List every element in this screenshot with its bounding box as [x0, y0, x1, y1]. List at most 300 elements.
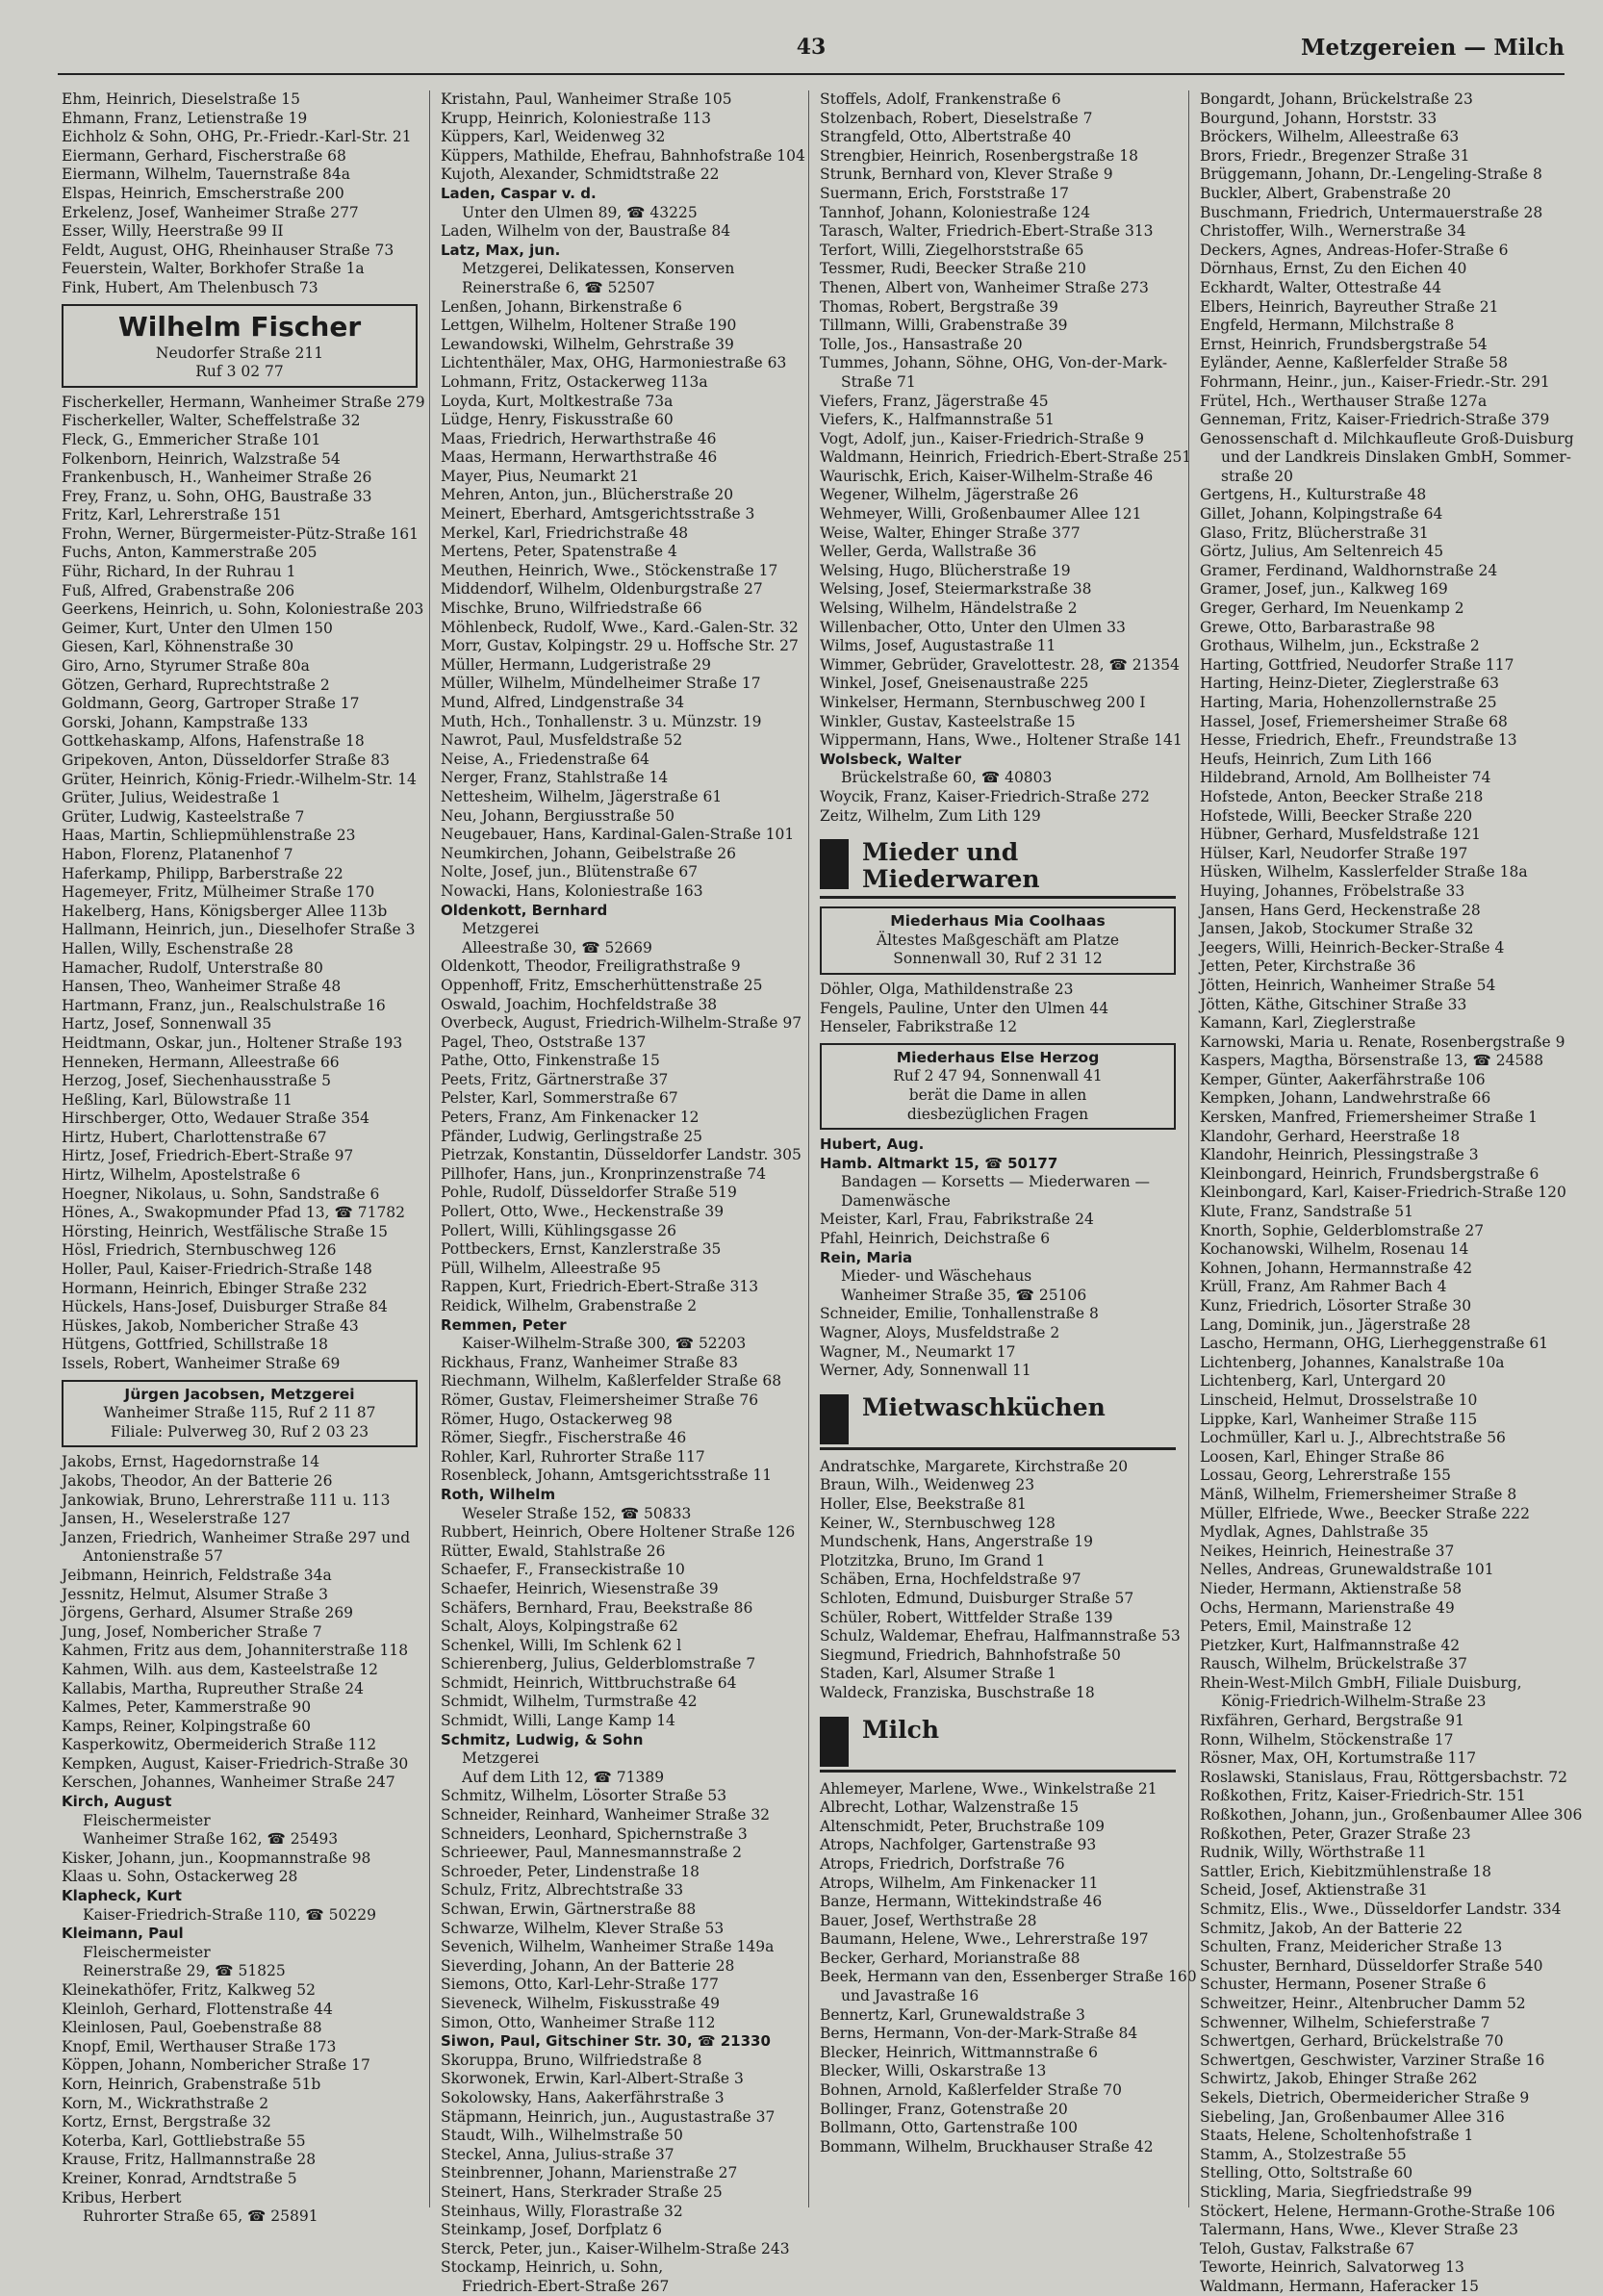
- listing-entry: Waldmann, Hermann, Haferacker 15: [1200, 2277, 1479, 2295]
- listing-entry: Jeegers, Willi, Heinrich-Becker-Straße 4: [1200, 938, 1505, 957]
- listing-entry: Becker, Gerhard, Morianstraße 88: [820, 1949, 1081, 1967]
- listing-entry: Linscheid, Helmut, Drosselstraße 10: [1200, 1390, 1478, 1409]
- listing-continuation: Bandagen — Korsetts — Miederwaren —: [841, 1173, 1151, 1191]
- listing-entry: Köppen, Johann, Nombericher Straße 17: [62, 2056, 370, 2075]
- advertisement-title: Wilhelm Fischer: [117, 310, 362, 343]
- listing-entry: Eichholz & Sohn, OHG, Pr.-Friedr.-Karl-Str. 21: [62, 128, 412, 146]
- listing-entry: Pottbeckers, Ernst, Kanzlerstraße 35: [441, 1240, 722, 1259]
- listing-entry: Baumann, Helene, Wwe., Lehrerstraße 197: [820, 1930, 1149, 1949]
- listing-entry: Ehmann, Franz, Letienstraße 19: [62, 109, 308, 127]
- listing-entry: Jetten, Peter, Kirchstraße 36: [1200, 957, 1416, 976]
- listing-entry: Winkelser, Hermann, Sternbuschweg 200 I: [820, 694, 1146, 711]
- listing-continuation: Kaiser-Wilhelm-Straße 300, ☎ 52203: [462, 1335, 747, 1353]
- listing-entry: Schulten, Franz, Meidericher Straße 13: [1200, 1938, 1503, 1956]
- listing-name-bold: Latz, Max, jun.: [441, 241, 561, 259]
- listing-entry: Schuster, Bernhard, Düsseldorfer Straße 540: [1200, 1956, 1543, 1975]
- listing-continuation: Antonienstraße 57: [83, 1547, 223, 1566]
- listing-entry: Beek, Hermann van den, Essenberger Straße 160: [820, 1968, 1197, 1986]
- listing-continuation: Wanheimer Straße 35, ☎ 25106: [841, 1286, 1087, 1304]
- listing-entry: Teloh, Gustav, Falkstraße 67: [1200, 2239, 1415, 2258]
- listing-entry: Roßkothen, Johann, jun., Großenbaumer Allee 306: [1200, 1806, 1583, 1824]
- listing-entry: Kunz, Friedrich, Lösorter Straße 30: [1200, 1297, 1472, 1314]
- listing-entry: Wippermann, Hans, Wwe., Holtener Straße 141: [820, 731, 1183, 750]
- listing-continuation: Weseler Straße 152, ☎ 50833: [462, 1504, 692, 1522]
- listing-entry: Fischerkeller, Walter, Scheffelstraße 32: [62, 412, 361, 430]
- listing-entry: Eiermann, Gerhard, Fischerstraße 68: [62, 146, 346, 165]
- listing-entry: Dörnhaus, Ernst, Zu den Eichen 40: [1200, 260, 1467, 278]
- listing-entry: Schmitz, Jakob, An der Batterie 22: [1200, 1919, 1463, 1937]
- listing-entry: Braun, Wilh., Weidenweg 23: [820, 1476, 1035, 1494]
- listing-entry: Wagner, M., Neumarkt 17: [820, 1342, 1016, 1361]
- listing-entry: Jötten, Heinrich, Wanheimer Straße 54: [1200, 976, 1496, 994]
- listing-entry: Grewe, Otto, Barbarastraße 98: [1200, 618, 1436, 636]
- listing-entry: Lossau, Georg, Lehrerstraße 155: [1200, 1467, 1451, 1485]
- listing-name-bold: Klapheck, Kurt: [62, 1887, 182, 1905]
- listing-continuation: Alleestraße 30, ☎ 52669: [462, 938, 652, 957]
- listing-entry: Schmitz, Wilhelm, Lösorter Straße 53: [441, 1787, 727, 1805]
- listing-entry: Schwertgen, Gerhard, Brückelstraße 70: [1200, 2032, 1504, 2051]
- listing-entry: Lenßen, Johann, Birkenstraße 6: [441, 297, 682, 316]
- listing-entry: Welsing, Josef, Steiermarkstraße 38: [820, 580, 1092, 599]
- listing-entry: Buckler, Albert, Grabenstraße 20: [1200, 184, 1451, 202]
- listing-entry: Scheid, Josef, Aktienstraße 31: [1200, 1881, 1428, 1900]
- listing-entry: Blecker, Heinrich, Wittmannstraße 6: [820, 2043, 1098, 2061]
- listing-entry: Bauer, Josef, Werthstraße 28: [820, 1911, 1037, 1929]
- listing-entry: Gillet, Johann, Kolpingstraße 64: [1200, 505, 1443, 523]
- listing-entry: Lettgen, Wilhelm, Holtener Straße 190: [441, 317, 737, 335]
- listing-entry: Mayer, Pius, Neumarkt 21: [441, 467, 640, 485]
- listing-entry: Schroeder, Peter, Lindenstraße 18: [441, 1862, 700, 1880]
- listing-entry: Kemper, Günter, Aakerfährstraße 106: [1200, 1070, 1486, 1088]
- page-title: Metzgereien — Milch: [1300, 35, 1565, 61]
- listing-entry: Hütgens, Gottfried, Schillstraße 18: [62, 1336, 329, 1354]
- listing-entry: Küppers, Karl, Weidenweg 32: [441, 128, 666, 146]
- listing-entry: Kohnen, Johann, Hermannstraße 42: [1200, 1259, 1473, 1277]
- listing-name-bold: Hamb. Altmarkt 15, ☎ 50177: [820, 1154, 1058, 1172]
- advertisement-line: Ruf 2 47 94, Sonnenwall 41: [893, 1067, 1103, 1085]
- listing-entry: Hakelberg, Hans, Königsberger Allee 113b: [62, 902, 388, 920]
- listing-entry: Rudnik, Willy, Wörthstraße 11: [1200, 1844, 1427, 1862]
- listing-entry: Klandohr, Heinrich, Plessingstraße 3: [1200, 1146, 1479, 1164]
- listing-entry: Hesse, Friedrich, Ehefr., Freundstraße 13: [1200, 731, 1517, 750]
- listing-entry: Hartz, Josef, Sonnenwall 35: [62, 1015, 272, 1033]
- listing-name-bold: Kirch, August: [62, 1793, 172, 1811]
- advertisement-title: Miederhaus Mia Coolhaas: [890, 912, 1106, 931]
- listing-entry: Steinkamp, Josef, Dorfplatz 6: [441, 2221, 662, 2239]
- listing-entry: Oswald, Joachim, Hochfeldstraße 38: [441, 995, 718, 1013]
- advertisement-box: [820, 1043, 1176, 1130]
- listing-entry: Winkler, Gustav, Kasteelstraße 15: [820, 712, 1076, 730]
- listing-entry: Pietrzak, Konstantin, Düsseldorfer Landstr. 305: [441, 1146, 802, 1164]
- listing-entry: Fengels, Pauline, Unter den Ulmen 44: [820, 999, 1109, 1017]
- listing-entry: Terfort, Willi, Ziegelhorststraße 65: [820, 241, 1084, 259]
- listing-entry: Fuchs, Anton, Kammerstraße 205: [62, 544, 318, 562]
- listing-entry: Muth, Hch., Tonhallenstr. 3 u. Münzstr. 19: [441, 712, 762, 730]
- listing-entry: Skorwonek, Erwin, Karl-Albert-Straße 3: [441, 2070, 744, 2088]
- listing-entry: Thenen, Albert von, Wanheimer Straße 273: [820, 278, 1149, 296]
- listing-entry: Schulz, Waldemar, Ehefrau, Halfmannstraße 53: [820, 1627, 1181, 1645]
- listing-entry: Steinhaus, Willy, Florastraße 32: [441, 2202, 683, 2220]
- listing-continuation: Wanheimer Straße 162, ☎ 25493: [83, 1830, 339, 1849]
- listing-entry: Rappen, Kurt, Friedrich-Ebert-Straße 313: [441, 1278, 759, 1296]
- listing-entry: Zeitz, Wilhelm, Zum Lith 129: [820, 806, 1041, 825]
- listing-entry: Nowacki, Hans, Koloniestraße 163: [441, 881, 703, 900]
- listing-entry: Gottkehaskamp, Alfons, Hafenstraße 18: [62, 732, 365, 751]
- column-2: [441, 90, 805, 2295]
- listing-name-bold: Wolsbeck, Walter: [820, 750, 962, 768]
- listing-entry: Pietzker, Kurt, Halfmannstraße 42: [1200, 1636, 1461, 1654]
- listing-continuation: Brückelstraße 60, ☎ 40803: [841, 769, 1053, 787]
- listing-entry: Pillhofer, Hans, jun., Kronprinzenstraße 74: [441, 1164, 767, 1183]
- listing-entry: Maas, Hermann, Herwarthstraße 46: [441, 448, 718, 467]
- listing-entry: Korn, M., Wickrathstraße 2: [62, 2094, 269, 2112]
- listing-entry: Frütel, Hch., Werthauser Straße 127a: [1200, 392, 1488, 410]
- listing-entry: Schneider, Reinhard, Wanheimer Straße 32: [441, 1806, 771, 1824]
- listing-entry: Atrops, Nachfolger, Gartenstraße 93: [820, 1836, 1097, 1854]
- listing-entry: Waldeck, Franziska, Buschstraße 18: [820, 1683, 1095, 1701]
- listing-entry: Pagel, Theo, Oststraße 137: [441, 1033, 647, 1051]
- column-divider: [1188, 90, 1189, 2207]
- listing-entry: Meuthen, Heinrich, Wwe., Stöckenstraße 17: [441, 561, 778, 579]
- listing-entry: Heidtmann, Oskar, jun., Holtener Straße 193: [62, 1033, 403, 1052]
- listing-entry: Jörgens, Gerhard, Alsumer Straße 269: [62, 1604, 354, 1622]
- listing-name-bold: Oldenkott, Bernhard: [441, 901, 608, 919]
- listing-entry: Jung, Josef, Nombericher Straße 7: [62, 1622, 322, 1641]
- listing-entry: Görtz, Julius, Am Seltenreich 45: [1200, 543, 1444, 561]
- listing-entry: Sieverding, Johann, An der Batterie 28: [441, 1956, 735, 1975]
- listing-entry: Schaefer, Heinrich, Wiesenstraße 39: [441, 1579, 719, 1597]
- listing-entry: Kasperkowitz, Obermeiderich Straße 112: [62, 1736, 377, 1754]
- listing-entry: Lippke, Karl, Wanheimer Straße 115: [1200, 1410, 1478, 1428]
- listing-entry: Erkelenz, Josef, Wanheimer Straße 277: [62, 203, 359, 221]
- listing-entry: Kaspers, Magtha, Börsenstraße 13, ☎ 24588: [1200, 1052, 1544, 1070]
- listing-entry: Weise, Walter, Ehinger Straße 377: [820, 523, 1081, 542]
- listing-entry: Bennertz, Karl, Grunewaldstraße 3: [820, 2005, 1085, 2024]
- listing-entry: Schaefer, F., Franseckistraße 10: [441, 1561, 685, 1579]
- listing-entry: Buschmann, Friedrich, Untermauerstraße 28: [1200, 203, 1543, 221]
- listing-entry: Sterck, Peter, jun., Kaiser-Wilhelm-Straße 243: [441, 2239, 790, 2258]
- listing-entry: Römer, Hugo, Ostackerweg 98: [441, 1410, 673, 1428]
- listing-entry: Jansen, Hans Gerd, Heckenstraße 28: [1200, 901, 1481, 919]
- listing-entry: Jakobs, Theodor, An der Batterie 26: [62, 1471, 333, 1490]
- listing-entry: Engfeld, Hermann, Milchstraße 8: [1200, 317, 1455, 335]
- listing-entry: Wehmeyer, Willi, Großenbaumer Allee 121: [820, 505, 1142, 523]
- advertisement-line: Neudorfer Straße 211: [155, 344, 324, 362]
- listing-entry: Sattler, Erich, Kiebitzmühlenstraße 18: [1200, 1862, 1491, 1880]
- listing-entry: Hübner, Gerhard, Musfeldstraße 121: [1200, 826, 1481, 844]
- listing-entry: Hüsken, Wilhelm, Kasslerfelder Straße 18a: [1200, 863, 1528, 881]
- page-number: 43: [796, 35, 827, 60]
- listing-entry: Banze, Hermann, Wittekindstraße 46: [820, 1893, 1103, 1911]
- listing-entry: Hösl, Friedrich, Sternbuschweg 126: [62, 1241, 337, 1260]
- listing-entry: Siebeling, Jan, Großenbaumer Allee 316: [1200, 2107, 1505, 2126]
- listing-entry: Plotzitzka, Bruno, Im Grand 1: [820, 1551, 1046, 1569]
- listing-entry: Rickhaus, Franz, Wanheimer Straße 83: [441, 1353, 738, 1371]
- listing-entry: Kerschen, Johannes, Wanheimer Straße 247: [62, 1773, 395, 1792]
- listing-entry: Kribus, Herbert: [62, 2188, 182, 2207]
- listing-entry: Tolle, Jos., Hansastraße 20: [820, 335, 1023, 353]
- listing-continuation: Mieder- und Wäschehaus: [841, 1267, 1032, 1286]
- listing-entry: Kalmes, Peter, Kammerstraße 90: [62, 1698, 312, 1717]
- listing-entry: Meinert, Eberhard, Amtsgerichtsstraße 3: [441, 505, 755, 523]
- listing-entry: Steinbrenner, Johann, Marienstraße 27: [441, 2164, 738, 2182]
- listing-continuation: straße 20: [1221, 467, 1294, 485]
- column-4: [1200, 90, 1583, 2295]
- listing-entry: Geerkens, Heinrich, u. Sohn, Koloniestraße 203: [62, 600, 424, 619]
- listing-entry: Neumkirchen, Johann, Geibelstraße 26: [441, 844, 737, 862]
- listing-entry: Neikes, Heinrich, Heinestraße 37: [1200, 1542, 1455, 1560]
- listing-entry: Mänß, Wilhelm, Friemersheimer Straße 8: [1200, 1485, 1517, 1503]
- listing-entry: Pfahl, Heinrich, Deichstraße 6: [820, 1230, 1051, 1248]
- advertisement-box: [820, 906, 1176, 975]
- listing-entry: Stockamp, Heinrich, u. Sohn,: [441, 2258, 664, 2277]
- listing-entry: Goldmann, Georg, Gartroper Straße 17: [62, 695, 360, 713]
- listing-entry: Oppenhoff, Fritz, Emscherhüttenstraße 25: [441, 976, 763, 994]
- listing-entry: Wagner, Aloys, Musfeldstraße 2: [820, 1324, 1060, 1342]
- listing-entry: Kersken, Manfred, Friemersheimer Straße 1: [1200, 1109, 1538, 1127]
- listing-entry: Ochs, Hermann, Marienstraße 49: [1200, 1598, 1455, 1617]
- listing-entry: Gripekoven, Anton, Düsseldorfer Straße 83: [62, 752, 390, 769]
- listing-entry: Kisker, Johann, jun., Koopmannstraße 98: [62, 1849, 371, 1867]
- column-divider: [429, 90, 430, 2207]
- listing-entry: Loyda, Kurt, Moltkestraße 73a: [441, 392, 674, 410]
- listing-continuation: Auf dem Lith 12, ☎ 71389: [462, 1768, 665, 1786]
- advertisement-box: [62, 1380, 418, 1448]
- listing-entry: Schulz, Fritz, Albrechtstraße 33: [441, 1881, 684, 1900]
- listing-continuation: Reinerstraße 29, ☎ 51825: [83, 1962, 286, 1980]
- listing-entry: Oldenkott, Theodor, Freiligrathstraße 9: [441, 957, 741, 976]
- listing-entry: Kleinlosen, Paul, Goebenstraße 88: [62, 2019, 322, 2037]
- listing-entry: Schäfers, Bernhard, Frau, Beekstraße 86: [441, 1598, 753, 1617]
- listing-entry: Esser, Willy, Heerstraße 99 II: [62, 222, 284, 241]
- listing-entry: Knorth, Sophie, Gelderblomstraße 27: [1200, 1221, 1485, 1239]
- listing-entry: Tessmer, Rudi, Beecker Straße 210: [820, 260, 1086, 278]
- listing-entry: Korn, Heinrich, Grabenstraße 51b: [62, 2075, 321, 2093]
- listing-entry: Klaas u. Sohn, Ostackerweg 28: [62, 1868, 298, 1886]
- listing-entry: Mundschenk, Hans, Angerstraße 19: [820, 1533, 1094, 1551]
- listing-entry: Peets, Fritz, Gärtnerstraße 37: [441, 1070, 669, 1088]
- listing-entry: Schrieewer, Paul, Mannesmannstraße 2: [441, 1844, 743, 1862]
- listing-entry: Grothaus, Wilhelm, jun., Eckstraße 2: [1200, 637, 1480, 655]
- advertisement-line: berät die Dame in allen: [908, 1085, 1087, 1104]
- listing-entry: Nawrot, Paul, Musfeldstraße 52: [441, 731, 683, 750]
- listing-entry: Hallmann, Heinrich, jun., Dieselhofer Straße 3: [62, 921, 416, 939]
- listing-entry: Winkel, Josef, Gneisenaustraße 225: [820, 675, 1089, 693]
- listing-entry: Fuß, Alfred, Grabenstraße 206: [62, 581, 295, 600]
- listing-entry: Vogt, Adolf, jun., Kaiser-Friedrich-Straße 9: [820, 429, 1144, 447]
- listing-entry: Siemons, Otto, Karl-Lehr-Straße 177: [441, 1976, 719, 1994]
- listing-entry: Weller, Gerda, Wallstraße 36: [820, 543, 1037, 561]
- listing-entry: Püll, Wilhelm, Alleestraße 95: [441, 1259, 661, 1277]
- listing-entry: Ernst, Heinrich, Frundsbergstraße 54: [1200, 335, 1488, 353]
- listing-entry: Tarasch, Walter, Friedrich-Ebert-Straße 313: [820, 222, 1154, 241]
- listing-entry: Viefers, K., Halfmannstraße 51: [820, 411, 1055, 429]
- listing-entry: Gramer, Ferdinand, Waldhornstraße 24: [1200, 561, 1498, 579]
- listing-entry: Führ, Richard, In der Ruhrau 1: [62, 563, 296, 581]
- listing-entry: Schüler, Robert, Wittfelder Straße 139: [820, 1608, 1113, 1626]
- listing-entry: Schwertgen, Geschwister, Varziner Straße 16: [1200, 2051, 1545, 2069]
- listing-entry: Hartmann, Franz, jun., Realschulstraße 16: [62, 996, 386, 1014]
- listing-entry: Kleinekathöfer, Fritz, Kalkweg 52: [62, 1981, 317, 1999]
- listing-entry: Stoffels, Adolf, Frankenstraße 6: [820, 90, 1061, 108]
- listing-entry: Riechmann, Wilhelm, Kaßlerfelder Straße 68: [441, 1372, 782, 1390]
- section-heading: [820, 1717, 1176, 1773]
- listing-entry: Sieveneck, Wilhelm, Fiskusstraße 49: [441, 1994, 721, 2012]
- listing-entry: Harting, Gottfried, Neudorfer Straße 117: [1200, 655, 1514, 674]
- listing-entry: Lichtenthäler, Max, OHG, Harmoniestraße 63: [441, 354, 787, 372]
- listing-entry: Rütter, Ewald, Stahlstraße 26: [441, 1542, 666, 1560]
- listing-entry: Schäben, Erna, Hochfeldstraße 97: [820, 1570, 1081, 1589]
- listing-entry: Bröckers, Wilhelm, Alleestraße 63: [1200, 128, 1460, 146]
- listing-entry: Feldt, August, OHG, Rheinhauser Straße 73: [62, 241, 394, 259]
- listing-entry: Loosen, Karl, Ehinger Straße 86: [1200, 1447, 1445, 1466]
- listing-entry: Geimer, Kurt, Unter den Ulmen 150: [62, 619, 333, 637]
- listing-entry: Tummes, Johann, Söhne, OHG, Von-der-Mark-: [820, 354, 1168, 372]
- listing-entry: Möhlenbeck, Rudolf, Wwe., Kard.-Galen-Str. 32: [441, 618, 799, 636]
- listing-entry: Mischke, Bruno, Wilfriedstraße 66: [441, 600, 702, 618]
- listing-entry: Elspas, Heinrich, Emscherstraße 200: [62, 184, 344, 202]
- listing-entry: Hülser, Karl, Neudorfer Straße 197: [1200, 844, 1468, 862]
- advertisement-line: Ruf 3 02 77: [195, 363, 284, 381]
- listing-entry: Müller, Wilhelm, Mündelheimer Straße 17: [441, 675, 761, 693]
- listing-entry: Jansen, Jakob, Stockumer Straße 32: [1200, 920, 1474, 938]
- listing-entry: Krupp, Heinrich, Koloniestraße 113: [441, 109, 711, 127]
- section-title-line: Mietwaschküchen: [862, 1392, 1106, 1421]
- listing-entry: Ehm, Heinrich, Dieselstraße 15: [62, 90, 301, 108]
- listing-entry: Schmidt, Willi, Lange Kamp 14: [441, 1712, 675, 1730]
- listing-entry: Hönes, A., Swakopmunder Pfad 13, ☎ 71782: [62, 1204, 406, 1222]
- listing-entry: Bohnen, Arnold, Kaßlerfelder Straße 70: [820, 2081, 1123, 2100]
- listing-entry: Neugebauer, Hans, Kardinal-Galen-Straße 101: [441, 826, 795, 844]
- listing-entry: Schalt, Aloys, Kolpingstraße 62: [441, 1618, 678, 1636]
- listing-entry: Peters, Emil, Mainstraße 12: [1200, 1618, 1412, 1636]
- listing-entry: Stelling, Otto, Soltstraße 60: [1200, 2164, 1413, 2182]
- listing-entry: Pathe, Otto, Finkenstraße 15: [441, 1052, 660, 1070]
- listing-entry: Werner, Ady, Sonnenwall 11: [820, 1362, 1031, 1380]
- listing-entry: Kleinbongard, Heinrich, Frundsbergstraße 6: [1200, 1164, 1539, 1183]
- listing-entry: Hansen, Theo, Wanheimer Straße 48: [62, 978, 342, 996]
- listing-continuation: Reinerstraße 6, ☎ 52507: [462, 278, 655, 296]
- listing-name-bold: Remmen, Peter: [441, 1315, 567, 1334]
- listing-entry: Glaso, Fritz, Blücherstraße 31: [1200, 523, 1429, 542]
- listing-entry: Lewandowski, Wilhelm, Gehrstraße 39: [441, 335, 734, 353]
- listing-entry: Laden, Wilhelm von der, Baustraße 84: [441, 222, 731, 241]
- listing-entry: Steinert, Hans, Sterkrader Straße 25: [441, 2182, 723, 2201]
- listing-entry: Bollmann, Otto, Gartenstraße 100: [820, 2119, 1079, 2137]
- listing-entry: Huying, Johannes, Fröbelstraße 33: [1200, 881, 1465, 900]
- listing-name-bold: Roth, Wilhelm: [441, 1485, 556, 1503]
- listing-entry: Hirtz, Wilhelm, Apostelstraße 6: [62, 1166, 301, 1185]
- listing-entry: Römer, Gustav, Fleimersheimer Straße 76: [441, 1390, 759, 1409]
- listing-entry: Genneman, Fritz, Kaiser-Friedrich-Straße 379: [1200, 411, 1550, 429]
- listing-entry: Lichtenberg, Johannes, Kanalstraße 10a: [1200, 1353, 1505, 1371]
- listing-entry: Brüggemann, Johann, Dr.-Lengeling-Straße 8: [1200, 166, 1542, 184]
- listing-entry: Hirtz, Josef, Friedrich-Ebert-Straße 97: [62, 1147, 354, 1165]
- listing-entry: Hormann, Heinrich, Ebinger Straße 232: [62, 1279, 368, 1297]
- listing-continuation: und Javastraße 16: [841, 1987, 980, 2005]
- listing-entry: Bommann, Wilhelm, Bruckhauser Straße 42: [820, 2137, 1154, 2156]
- section-title: [862, 1394, 1106, 1421]
- listing-entry: Feuerstein, Walter, Borkhofer Straße 1a: [62, 260, 365, 278]
- listing-entry: Frohn, Werner, Bürgermeister-Pütz-Straße 161: [62, 524, 419, 543]
- listing-entry: Altenschmidt, Peter, Bruchstraße 109: [820, 1817, 1105, 1835]
- listing-entry: Morr, Gustav, Kolpingstr. 29 u. Hoffsche Str. 27: [441, 637, 799, 655]
- listing-entry: Kleinbongard, Karl, Kaiser-Friedrich-Straße 120: [1200, 1184, 1566, 1202]
- listing-entry: Fischerkeller, Hermann, Wanheimer Straße 279: [62, 393, 425, 411]
- listing-continuation: Kaiser-Friedrich-Straße 110, ☎ 50229: [83, 1905, 376, 1924]
- advertisement-line: Filiale: Pulverweg 30, Ruf 2 03 23: [110, 1422, 369, 1441]
- listing-entry: Schuster, Hermann, Posener Straße 6: [1200, 1976, 1487, 1994]
- listing-entry: Kempken, August, Kaiser-Friedrich-Straße 30: [62, 1754, 409, 1773]
- listing-entry: Hüskes, Jakob, Nombericher Straße 43: [62, 1316, 359, 1335]
- listing-entry: Schmidt, Wilhelm, Turmstraße 42: [441, 1693, 698, 1711]
- listing-continuation: Straße 71: [841, 372, 916, 391]
- listing-entry: Deckers, Agnes, Andreas-Hofer-Straße 6: [1200, 241, 1509, 259]
- listing-entry: Jötten, Käthe, Gitschiner Straße 33: [1200, 995, 1467, 1013]
- listing-continuation: Ruhrorter Straße 65, ☎ 25891: [83, 2207, 318, 2226]
- listing-entry: Sokolowsky, Hans, Aakerfährstraße 3: [441, 2088, 725, 2106]
- listing-entry: Frankenbusch, H., Wanheimer Straße 26: [62, 469, 372, 487]
- listing-entry: Herzog, Josef, Siechenhausstraße 5: [62, 1072, 331, 1090]
- listing-entry: Hirschberger, Otto, Wedauer Straße 354: [62, 1110, 370, 1128]
- listing-name-bold: Siwon, Paul, Gitschiner Str. 30, ☎ 21330: [441, 2032, 771, 2051]
- listing-entry: Willenbacher, Otto, Unter den Ulmen 33: [820, 618, 1126, 636]
- listing-entry: Schwan, Erwin, Gärtnerstraße 88: [441, 1901, 697, 1918]
- listing-entry: Schloten, Edmund, Duisburger Straße 57: [820, 1589, 1134, 1607]
- listing-entry: Fritz, Karl, Lehrerstraße 151: [62, 506, 282, 524]
- listing-entry: Thomas, Robert, Bergstraße 39: [820, 297, 1058, 316]
- listing-entry: Atrops, Friedrich, Dorfstraße 76: [820, 1854, 1065, 1873]
- advertisement-line: diesbezüglichen Fragen: [906, 1105, 1089, 1123]
- listing-entry: Ahlemeyer, Marlene, Wwe., Winkelstraße 21: [820, 1779, 1158, 1798]
- listing-entry: Issels, Robert, Wanheimer Straße 69: [62, 1355, 341, 1372]
- listing-entry: Lang, Dominik, jun., Jägerstraße 28: [1200, 1315, 1471, 1334]
- section-heading: [820, 839, 1176, 899]
- listing-entry: Pfänder, Ludwig, Gerlingstraße 25: [441, 1127, 703, 1145]
- listing-entry: Wilms, Josef, Augustastraße 11: [820, 637, 1056, 655]
- listing-entry: Grüter, Ludwig, Kasteelstraße 7: [62, 807, 305, 826]
- listing-entry: Mydlak, Agnes, Dahlstraße 35: [1200, 1523, 1429, 1542]
- section-marker: [820, 1394, 849, 1444]
- listing-entry: Jessnitz, Helmut, Alsumer Straße 3: [62, 1585, 329, 1603]
- listing-entry: Knopf, Emil, Werthauser Straße 173: [62, 2037, 337, 2055]
- listing-entry: Nerger, Franz, Stahlstraße 14: [441, 769, 669, 787]
- listing-entry: Schenkel, Willi, Im Schlenk 62 l: [441, 1636, 682, 1654]
- listing-entry: Haas, Martin, Schliepmühlenstraße 23: [62, 827, 356, 845]
- listing-entry: Lochmüller, Karl u. J., Albrechtstraße 56: [1200, 1429, 1506, 1447]
- advertisement-line: Sonnenwall 30, Ruf 2 31 12: [893, 950, 1103, 968]
- listing-entry: Müller, Hermann, Ludgeristraße 29: [441, 655, 712, 674]
- listing-entry: Pohle, Rudolf, Düsseldorfer Straße 519: [441, 1184, 737, 1202]
- listing-entry: Lüdge, Henry, Fiskusstraße 60: [441, 411, 674, 429]
- listing-entry: Schneider, Emilie, Tonhallenstraße 8: [820, 1305, 1099, 1323]
- listing-continuation: Unter den Ulmen 89, ☎ 43225: [462, 203, 698, 221]
- listing-entry: Hassel, Josef, Friemersheimer Straße 68: [1200, 712, 1508, 730]
- listing-entry: Maas, Friedrich, Herwarthstraße 46: [441, 429, 717, 447]
- listing-entry: Gorski, Johann, Kampstraße 133: [62, 713, 309, 731]
- listing-entry: Berns, Hermann, Von-der-Mark-Straße 84: [820, 2025, 1138, 2043]
- listing-entry: Jansen, H., Weselerstraße 127: [62, 1510, 292, 1528]
- listing-entry: Bollinger, Franz, Gotenstraße 20: [820, 2100, 1068, 2118]
- listing-entry: Atrops, Wilhelm, Am Finkenacker 11: [820, 1874, 1099, 1892]
- listing-entry: Kortz, Ernst, Bergstraße 32: [62, 2113, 271, 2131]
- listing-entry: Siegmund, Friedrich, Bahnhofstraße 50: [820, 1645, 1121, 1664]
- listing-entry: Stöckert, Helene, Hermann-Grothe-Straße 106: [1200, 2202, 1556, 2220]
- listing-entry: Bongardt, Johann, Brückelstraße 23: [1200, 90, 1473, 108]
- listing-entry: Hückels, Hans-Josef, Duisburger Straße 84: [62, 1298, 388, 1316]
- section-title-line: Milch: [862, 1715, 940, 1744]
- listing-entry: Schneiders, Leonhard, Spichernstraße 3: [441, 1824, 748, 1843]
